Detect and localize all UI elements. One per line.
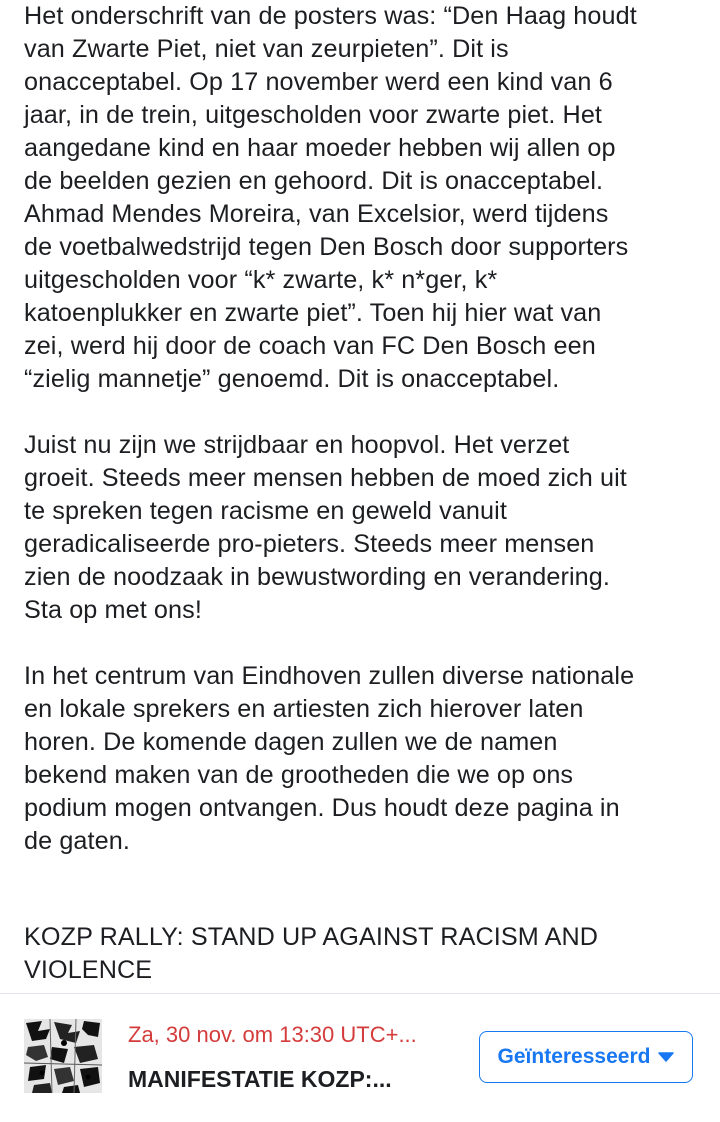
- post-paragraph-posters: Het onderschrift van de posters was: “Den Haag houdt van Zwarte Piet, niet van zeurpieten”. Dit is onacceptabel. Op 17 november werd een kind van 6 jaar, in de trein, uitgescholden voor zwarte piet. Het aangedane kind en haar moeder hebben wij allen op de beelden gezien en gehoord. Dit is onacceptabel. Ahmad Mendes Moreira, van Excelsior, werd tijdens de voetbalwedstrijd tegen Den Bosch door supporters uitgescholden voor “k* zwarte, k* n*ger, k* katoenplukker en zwarte piet”. Toen hij hier wat van zei, werd hij door de coach van FC Den Bosch een “zielig mannetje” genoemd. Dit is onacceptabel.: [24, 2, 637, 393]
- event-thumbnail-image[interactable]: [24, 1019, 102, 1093]
- post-body: [24, 0, 704, 987]
- caret-down-icon: [658, 1052, 674, 1062]
- post-paragraph-eindhoven: In het centrum van Eindhoven zullen diverse nationale en lokale sprekers en artiesten zich hierover laten horen. De komende dagen zullen we de namen bekend maken van de grootheden die we op ons podium mogen ontvangen. Dus houdt deze pagina in de gaten.: [24, 662, 635, 855]
- event-thumbnail-graphic: [24, 1019, 102, 1093]
- paragraph-spacer: [24, 396, 704, 429]
- post-paragraph-rally-title: KOZP RALLY: STAND UP AGAINST RACISM AND VIOLENCE: [24, 923, 599, 984]
- post-paragraph-resistance: Juist nu zijn we strijdbaar en hoopvol. Het verzet groeit. Steeds meer mensen hebben de moed zich uit te spreken tegen racisme en geweld vanuit geradicaliseerde pro-pieters. Steeds meer mensen zien de noodzaak in bewustwording en verandering. Sta op met ons!: [24, 431, 627, 624]
- interested-button-label: Geïnteresseerd: [497, 1045, 651, 1068]
- event-title[interactable]: MANIFESTATIE KOZP:...: [128, 1066, 392, 1092]
- event-date: Za, 30 nov. om 13:30 UTC+...: [128, 1022, 417, 1047]
- paragraph-spacer: [24, 627, 704, 660]
- paragraph-spacer: [24, 858, 704, 921]
- event-attachment-bar[interactable]: [0, 993, 720, 1122]
- interested-button[interactable]: [479, 1031, 693, 1083]
